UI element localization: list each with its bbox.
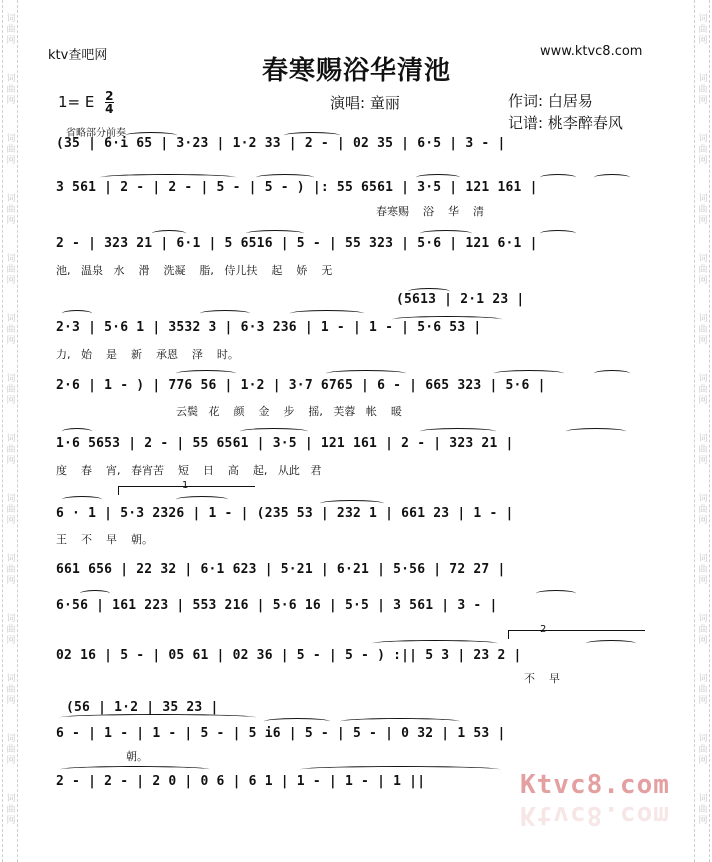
slur <box>540 230 576 237</box>
slur <box>240 428 308 435</box>
side-mark: 词 曲 网 <box>698 194 708 226</box>
tie <box>256 174 314 181</box>
lyric-line: 力, 始 是 新 承恩 泽 时。 <box>56 348 239 361</box>
watermark-reflection: Ktvc8.com <box>520 800 670 830</box>
slur <box>536 590 576 597</box>
side-mark: 词 曲 网 <box>698 494 708 526</box>
slur <box>62 428 92 435</box>
score-line: 661 656 | 22 32 | 6·1 623 | 5·21 | 6·21 | 5·56 | 72 27 | <box>56 562 506 577</box>
tie <box>392 316 502 323</box>
slur <box>200 310 250 317</box>
side-mark: 词 曲 网 <box>6 14 16 46</box>
score-line: 1·6 5653 | 2 - | 55 6561 | 3·5 | 121 161 | 2 - | 323 21 | <box>56 436 514 451</box>
watermark-logo: Ktvc8.com <box>520 770 670 800</box>
side-mark: 词 曲 网 <box>6 734 16 766</box>
tie <box>60 766 210 773</box>
side-mark: 词 曲 网 <box>698 14 708 46</box>
volta-bracket <box>508 630 645 639</box>
volta-label: 1 <box>182 480 189 491</box>
side-mark: 词 曲 网 <box>698 674 708 706</box>
slur <box>566 428 626 435</box>
slur <box>420 428 496 435</box>
slur <box>326 370 406 377</box>
slur <box>320 500 384 507</box>
lyric-line: 云鬓 花 颜 金 步 摇, 芙蓉 帐 暖 <box>176 405 402 418</box>
slur <box>408 288 450 295</box>
slur <box>594 370 630 377</box>
score-line: 3 561 | 2 - | 2 - | 5 - | 5 - ) |: 55 6561 | 3·5 | 121 161 | <box>56 180 538 195</box>
slur <box>152 230 186 237</box>
score-line: 6 · 1 | 5·3 2326 | 1 - | (235 53 | 232 1 | 661 23 | 1 - | <box>56 506 514 521</box>
lyric-line: 池, 温泉 水 滑 洗凝 脂, 侍儿扶 起 娇 无 <box>56 264 333 277</box>
side-mark: 词 曲 网 <box>6 134 16 166</box>
slur <box>80 590 110 597</box>
slur <box>290 310 364 317</box>
lyric-line: 不 早 <box>524 672 560 685</box>
side-mark: 词 曲 网 <box>6 554 16 586</box>
slur <box>176 496 228 503</box>
key-signature <box>58 90 114 115</box>
score-line: 02 16 | 5 - | 05 61 | 02 36 | 5 - | 5 - ) :|| 5 3 | 23 2 | <box>56 648 522 663</box>
side-mark: 词 曲 网 <box>6 794 16 826</box>
tie <box>340 718 460 725</box>
left-margin-watermark-column <box>2 0 18 862</box>
key-label: 1= E <box>58 93 95 111</box>
score-line: 6 - | 1 - | 1 - | 5 - | 5 i6 | 5 - | 5 - | 0 32 | 1 53 | <box>56 726 506 741</box>
score-line: 2·3 | 5·6 1 | 3532 3 | 6·3 236 | 1 - | 1 - | 5·6 53 | <box>56 320 482 335</box>
slur <box>586 640 636 647</box>
song-title: 春寒赐浴华清池 <box>262 56 452 86</box>
score-line: 2 - | 2 - | 2 0 | 0 6 | 6 1 | 1 - | 1 - | 1 || <box>56 774 426 789</box>
side-mark: 词 曲 网 <box>6 254 16 286</box>
slur <box>416 174 460 181</box>
slur <box>420 230 472 237</box>
score-line: (5613 | 2·1 23 | <box>396 292 525 307</box>
slur <box>125 132 177 139</box>
score-line: (35 | 6·i 65 | 3·23 | 1·2 33 | 2 - | 02 35 | 6·5 | 3 - | <box>56 136 506 151</box>
slur <box>284 132 340 139</box>
side-mark: 词 曲 网 <box>698 134 708 166</box>
side-mark: 词 曲 网 <box>698 254 708 286</box>
lyric-line: 度 春 宵, 春宵苦 短 日 高 起, 从此 君 <box>56 464 322 477</box>
side-mark: 词 曲 网 <box>698 434 708 466</box>
score-line: 2·6 | 1 - ) | 776 56 | 1·2 | 3·7 6765 | 6 - | 665 323 | 5·6 | <box>56 378 546 393</box>
side-mark: 词 曲 网 <box>698 614 708 646</box>
slur <box>494 370 564 377</box>
side-mark: 词 曲 网 <box>698 374 708 406</box>
side-mark: 词 曲 网 <box>698 554 708 586</box>
side-mark: 词 曲 网 <box>698 794 708 826</box>
tie <box>264 718 330 725</box>
side-mark: 词 曲 网 <box>6 374 16 406</box>
side-mark: 词 曲 网 <box>6 674 16 706</box>
volta-label: 2 <box>540 624 547 635</box>
side-mark: 词 曲 网 <box>6 194 16 226</box>
site-url: www.ktvc8.com <box>540 44 643 59</box>
score-line: 6·56 | 161 223 | 553 216 | 5·6 16 | 5·5 | 3 561 | 3 - | <box>56 598 498 613</box>
side-mark: 词 曲 网 <box>6 314 16 346</box>
slur <box>540 174 576 181</box>
lyric-line: 朝。 <box>126 750 148 763</box>
side-mark: 词 曲 网 <box>698 734 708 766</box>
lyric-line: 王 不 早 朝。 <box>56 533 153 546</box>
lyric-line: 春寒赐 浴 华 清 <box>376 205 484 218</box>
tie <box>300 766 500 773</box>
time-numerator: 2 <box>105 89 114 103</box>
slur <box>594 174 630 181</box>
slur <box>62 496 102 503</box>
singer-credit: 演唱: 童丽 <box>330 94 400 112</box>
side-mark: 词 曲 网 <box>698 314 708 346</box>
intro-omitted-note: 省略部分前奏 <box>66 128 126 139</box>
site-name: ktv查吧网 <box>48 48 108 63</box>
side-mark: 词 曲 网 <box>6 494 16 526</box>
tie <box>60 714 256 721</box>
side-mark: 词 曲 网 <box>6 614 16 646</box>
slur <box>62 310 92 317</box>
tie <box>372 640 498 647</box>
score-line: (56 | 1·2 | 35 23 | <box>66 700 219 715</box>
slur <box>176 370 236 377</box>
slur <box>246 230 304 237</box>
side-mark: 词 曲 网 <box>6 434 16 466</box>
side-mark: 词 曲 网 <box>698 74 708 106</box>
notator-credit: 记谱: 桃李醉春风 <box>508 114 623 132</box>
time-denominator: 4 <box>105 102 114 116</box>
time-signature <box>105 90 113 115</box>
lyricist-credit: 作词: 白居易 <box>508 92 593 110</box>
tie <box>100 174 236 181</box>
side-mark: 词 曲 网 <box>6 74 16 106</box>
score-line: 2 - | 323 21 | 6·1 | 5 6516 | 5 - | 55 323 | 5·6 | 121 6·1 | <box>56 236 538 251</box>
right-margin-watermark-column <box>694 0 710 862</box>
